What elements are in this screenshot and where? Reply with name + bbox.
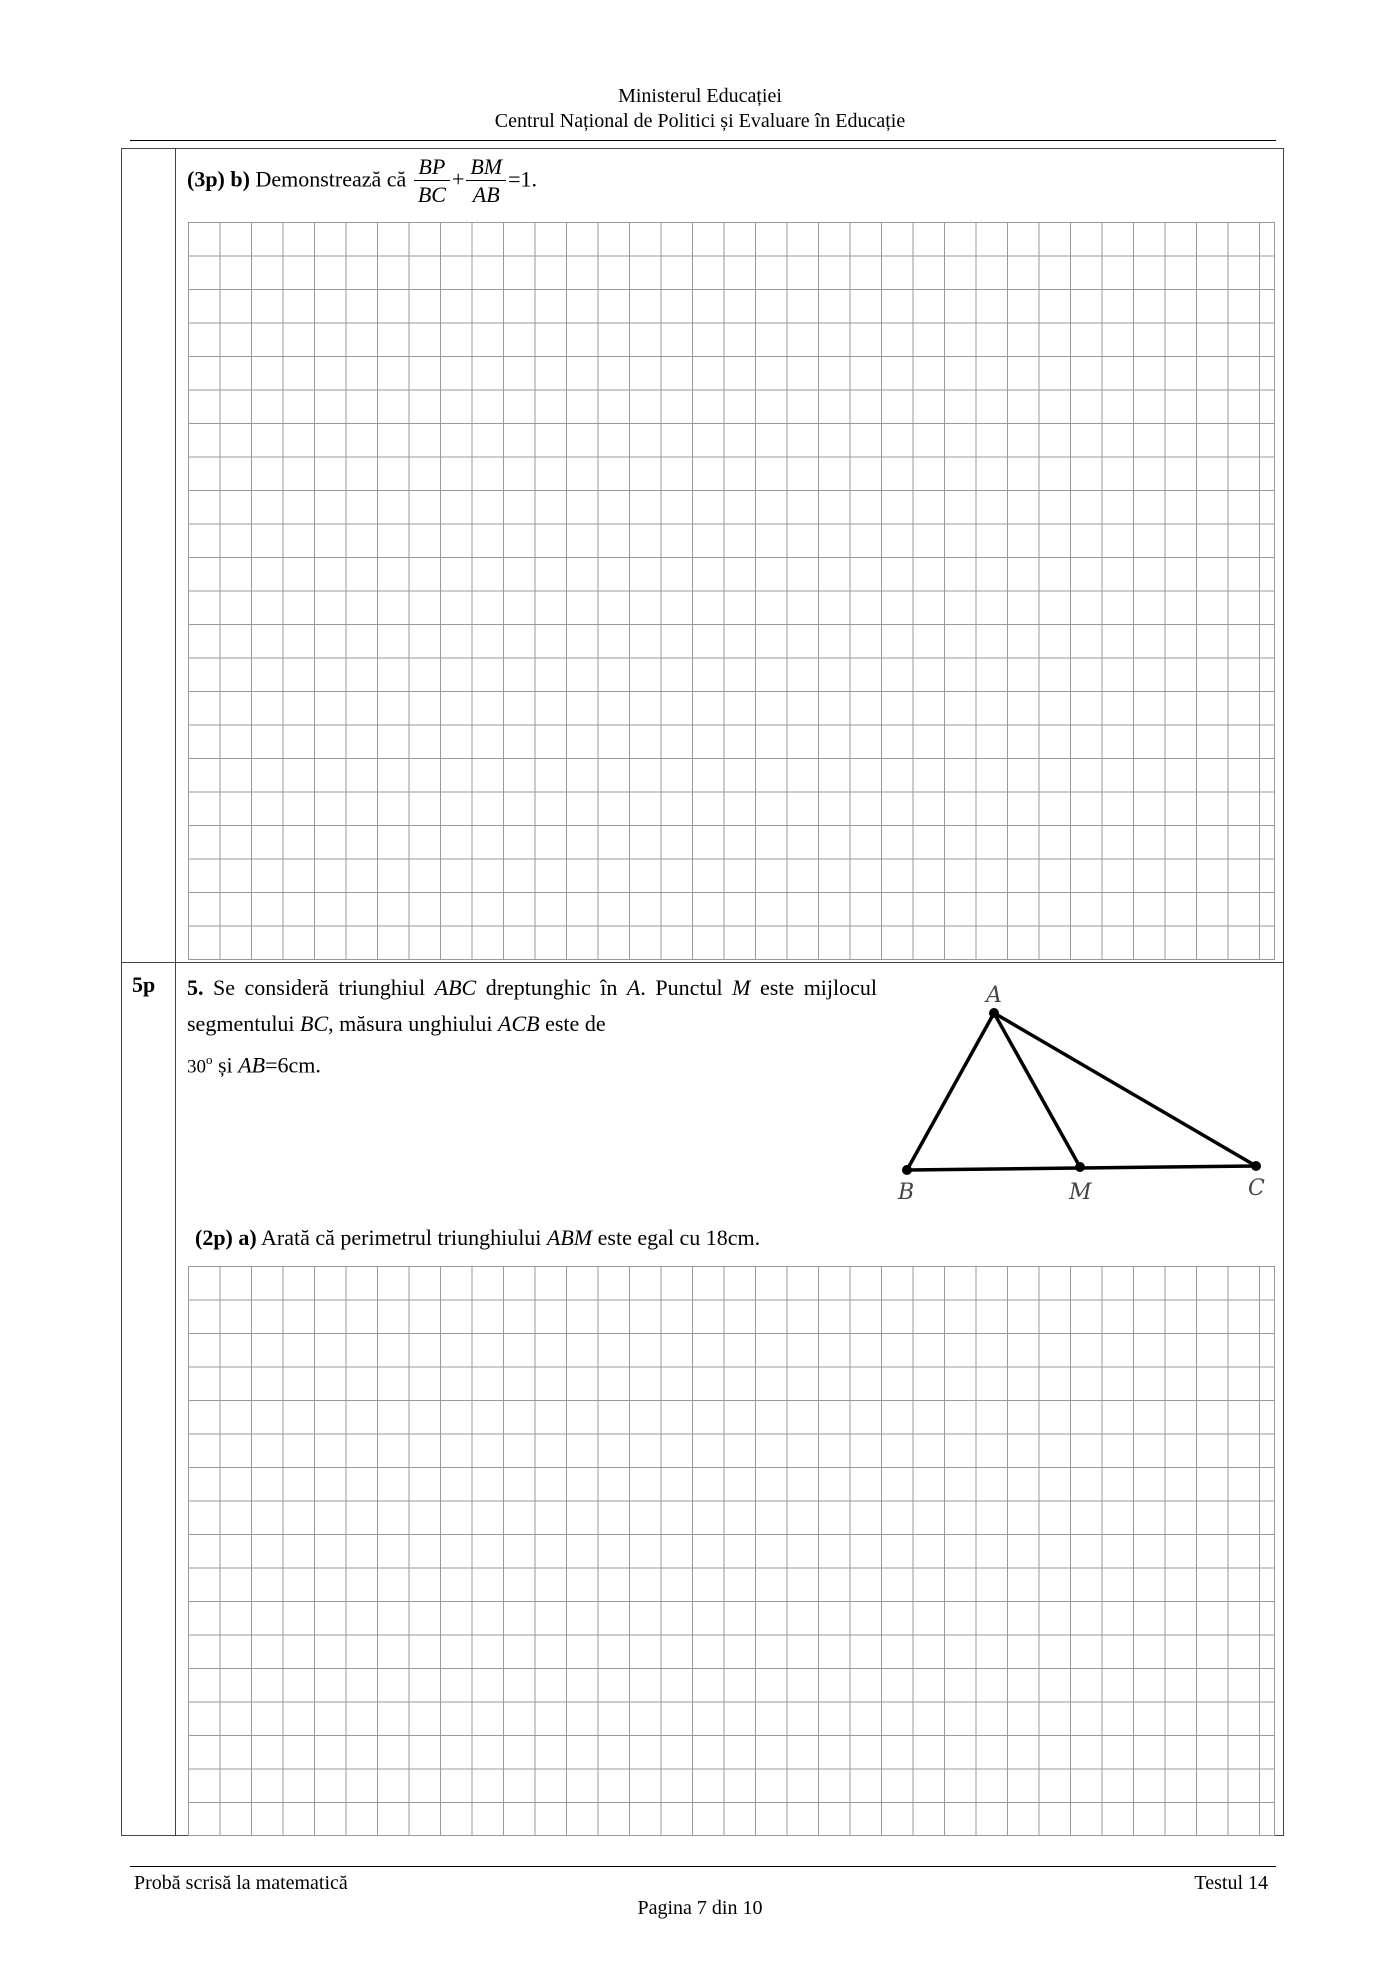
task-5-text: este de: [545, 1011, 606, 1036]
plus-sign: +: [451, 166, 465, 192]
task-5-text: și: [218, 1052, 233, 1078]
task-5-score: 5p: [132, 972, 156, 997]
row-divider: [121, 962, 1284, 963]
task-5-statement: [187, 970, 877, 1085]
point-a: [989, 1008, 999, 1018]
answer-grid-5a[interactable]: [188, 1266, 1275, 1836]
task-5a-letter: a): [238, 1225, 257, 1250]
task-5a-points: (2p): [195, 1225, 233, 1250]
task-5-text: dreptunghic în: [485, 975, 618, 1000]
task-4b-statement: [187, 154, 537, 209]
angle-value: 30: [187, 1056, 206, 1078]
var-ab: AB: [238, 1052, 266, 1078]
page-number: Pagina 7 din 10: [637, 1897, 763, 1919]
triangle-figure: [880, 975, 1280, 1210]
task-4b-points: (3p): [187, 166, 225, 192]
fraction-denominator: BC: [417, 182, 446, 207]
segment-ac: [994, 1013, 1256, 1166]
var-acb: ACB: [498, 1011, 540, 1036]
fraction-numerator: BM: [466, 154, 506, 181]
footer-test-number: Testul 14: [1194, 1872, 1268, 1894]
task-5-number: 5.: [187, 975, 204, 1000]
fraction-bp-bc: [414, 154, 450, 209]
period: .: [754, 1225, 761, 1250]
perimeter-value: 18cm: [705, 1225, 755, 1250]
var-a: A: [626, 975, 641, 1000]
var-abc: ABC: [434, 975, 477, 1000]
var-bc: BC: [300, 1011, 329, 1036]
score-column-divider: [175, 148, 176, 1836]
footer-exam-name: Probă scrisă la matematică: [134, 1872, 348, 1894]
period: .: [315, 1052, 321, 1078]
point-m: [1075, 1162, 1085, 1172]
label-b: B: [898, 1180, 915, 1205]
task-5a-statement: [195, 1220, 760, 1256]
label-m: M: [1069, 1180, 1092, 1205]
answer-grid-4b[interactable]: [188, 222, 1275, 960]
segment-ab: [907, 1013, 994, 1170]
ministry-name: Ministerul Educației: [618, 85, 782, 107]
task-4b-text: Demonstrează că: [255, 166, 407, 192]
task-5a-text: Arată că perimetrul triunghiului: [261, 1225, 542, 1250]
var-abm: ABM: [546, 1225, 593, 1250]
point-c: [1251, 1161, 1261, 1171]
fraction-numerator: BP: [414, 154, 450, 181]
fraction-bm-ab: [466, 154, 506, 209]
ab-length: =6cm: [265, 1052, 316, 1078]
period: .: [531, 166, 538, 192]
point-b: [902, 1165, 912, 1175]
fraction-denominator: AB: [472, 182, 500, 207]
task-5-text: , măsura unghiului: [328, 1011, 493, 1036]
task-5-text: Se consideră triunghiul: [213, 975, 426, 1000]
equals-one: =1: [508, 166, 532, 192]
page-header: [0, 84, 1400, 134]
task-5-text: . Punctul: [640, 975, 723, 1000]
task-5a-text: este egal cu: [597, 1225, 701, 1250]
label-c: C: [1248, 1176, 1265, 1201]
var-m: M: [732, 975, 751, 1000]
footer-rule: [130, 1866, 1276, 1867]
degree-sign: o: [206, 1052, 213, 1067]
center-name: Centrul Național de Politici și Evaluare în Educație: [494, 110, 906, 132]
header-rule: [130, 140, 1276, 141]
task-4b-letter: b): [230, 166, 250, 192]
task-5-text: este mijlocul segmentului: [187, 975, 878, 1036]
label-a: A: [986, 983, 1002, 1008]
